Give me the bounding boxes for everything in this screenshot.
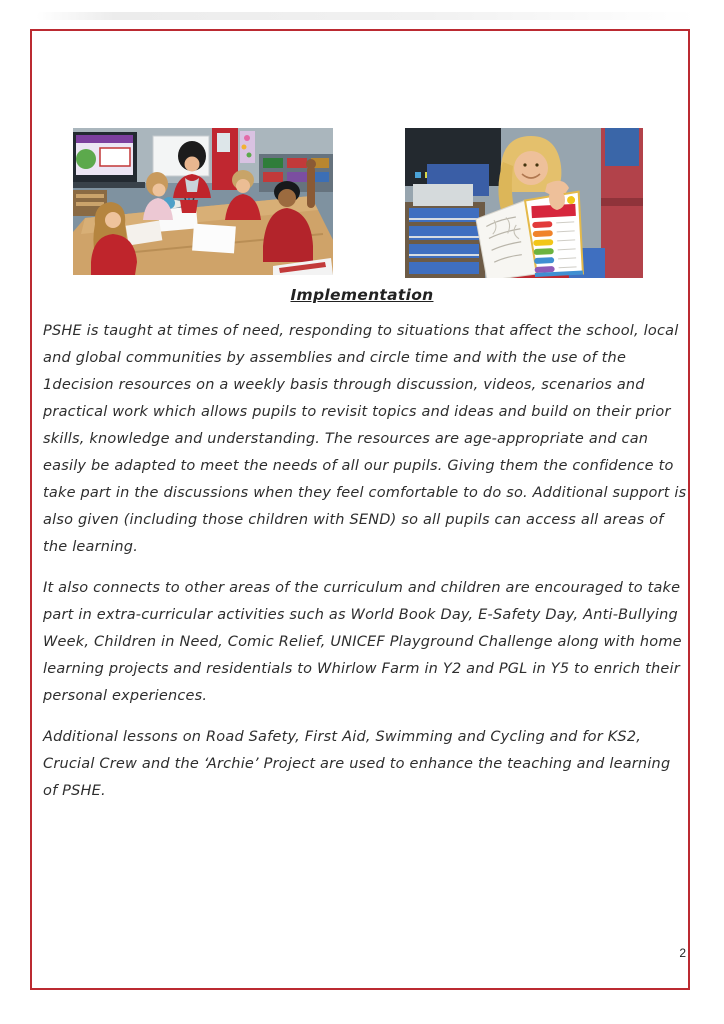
implementation-heading-text: Implementation — [290, 286, 434, 304]
pupil-workbook-photo — [405, 128, 643, 278]
classroom-discussion-photo — [73, 128, 333, 275]
scan-artifact — [36, 12, 696, 20]
classroom-photo-illustration — [73, 128, 333, 275]
document-body — [43, 318, 687, 819]
workbook-photo-illustration — [405, 128, 643, 278]
implementation-heading — [0, 286, 724, 304]
page-number: 2 — [679, 946, 686, 960]
body-paragraph-1: PSHE is taught at times of need, responding to situations that affect the school, local and global communities by assemblies and circle time and with the use of the 1decision resources on a weekly basis through discussion, videos, scenarios and practical work which allows pupils to revisit topics and ideas and build on their prior skills, knowledge and understanding. The resources are age-appropriate and can easily be adapted to meet the needs of all our pupils. Giving them the confidence to take part in the discussions when they feel comfortable to do so. Additional support is also given (including those children with SEND) so all pupils can access all areas of the learning. — [43, 323, 687, 555]
body-paragraph-3: Additional lessons on Road Safety, First Aid, Swimming and Cycling and for KS2, Crucial Crew and the ‘Archie’ Project are used to enhance the teaching and learning of PSHE. — [43, 729, 671, 799]
body-paragraph-2: It also connects to other areas of the curriculum and children are encouraged to take part in extra-curricular activities such as World Book Day, E-Safety Day, Anti-Bullying Week, Children in Need, Comic Relief, UNICEF Playground Challenge along with home learning projects and residentials to Whirlow Farm in Y2 and PGL in Y5 to enrich their personal experiences. — [43, 580, 682, 704]
